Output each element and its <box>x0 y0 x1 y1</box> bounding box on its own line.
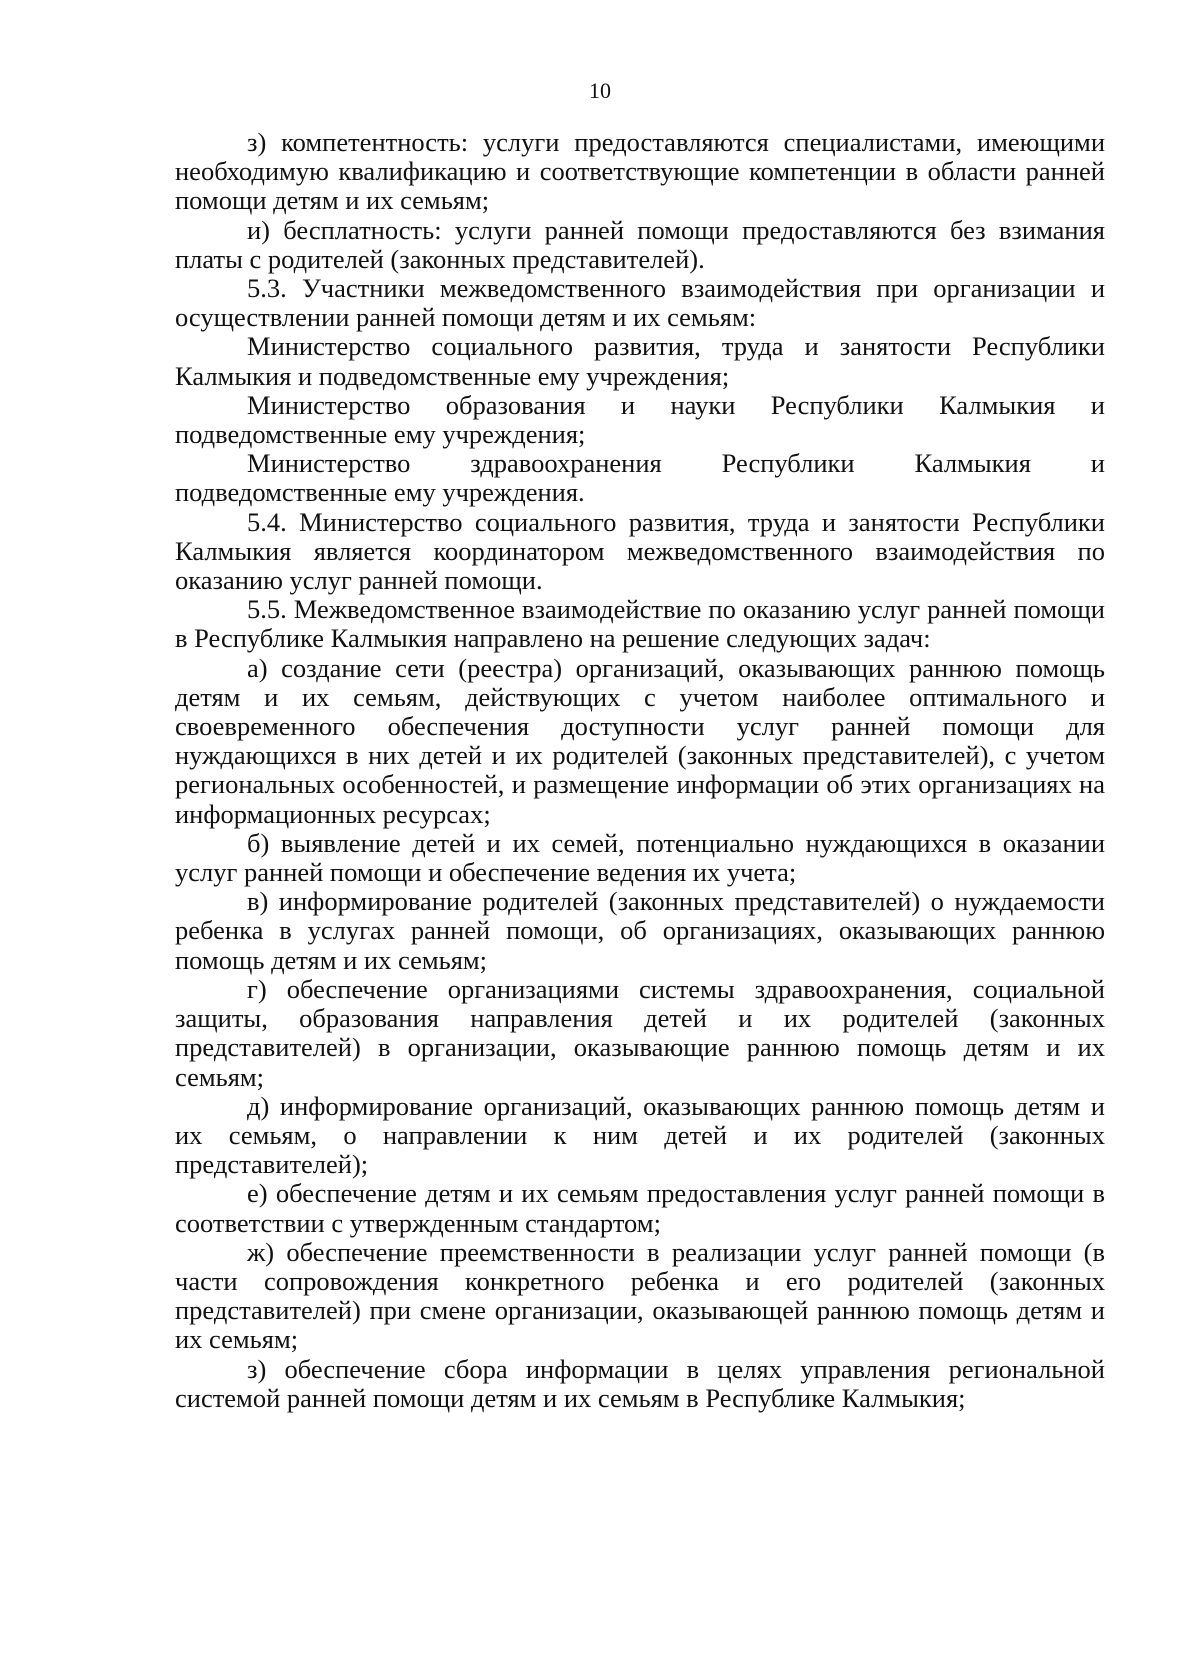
paragraph-task-g: г) обеспечение организациями системы здравоохранения, социальной защиты, образования направления детей и их родителей (законных представителей) в организации, оказывающие раннюю помощь детям и их семьям; <box>175 973 1105 1092</box>
paragraph-task-e: е) обеспечение детям и их семьям предоставления услуг ранней помощи в соответствии с утвержденным стандартом; <box>175 1178 1105 1238</box>
paragraph-5-5: 5.5. Межведомственное взаимодействие по оказанию услуг ранней помощи в Республике Калмыкия направлено на решение следующих задач: <box>175 594 1105 654</box>
paragraph-ministry-education: Министерство образования и науки Республики Калмыкия и подведомственные ему учреждения; <box>175 389 1105 450</box>
paragraph-ministry-social: Министерство социального развития, труда и занятости Республики Калмыкия и подведомственные ему учреждения; <box>175 331 1105 391</box>
paragraph-5-4: 5.4. Министерство социального развития, труда и занятости Республики Калмыкия является координатором межведомственного взаимодействия по оказанию услуг ранней помощи. <box>175 506 1105 596</box>
document-body <box>175 128 1105 1413</box>
paragraph-task-b: б) выявление детей и их семей, потенциально нуждающихся в оказании услуг ранней помощи и обеспечение ведения их учета; <box>175 827 1105 888</box>
paragraph-task-v: в) информирование родителей (законных представителей) о нуждаемости ребенка в услугах ранней помощи, об организациях, оказывающих раннюю помощь детям и их семьям; <box>175 886 1105 975</box>
paragraph-task-z: з) обеспечение сбора информации в целях управления региональной системой ранней помощи детям и их семьям в Республике Калмыкия; <box>175 1353 1105 1413</box>
paragraph-free-of-charge: и) бесплатность: услуги ранней помощи предоставляются без взимания платы с родителей (законных представителей). <box>175 214 1105 274</box>
paragraph-ministry-health: Министерство здравоохранения Республики Калмыкия и подведомственные ему учреждения. <box>175 448 1105 508</box>
paragraph-competence: з) компетентность: услуги предоставляются специалистами, имеющими необходимую квалификацию и соответствующие компетенции в области ранней помощи детям и их семьям; <box>175 127 1105 216</box>
paragraph-task-zh: ж) обеспечение преемственности в реализации услуг ранней помощи (в части сопровождения конкретного ребенка и его родителей (законных представителей) при смене организации, оказывающей раннюю помощь детям и их семьям; <box>175 1236 1105 1355</box>
paragraph-task-a: а) создание сети (реестра) организаций, оказывающих раннюю помощь детям и их семьям, действующих с учетом наиболее оптимального и своевременного обеспечения доступности услуг ранней помощи для нуждающихся в них детей и их родителей (законных представителей), с учетом региональных особенностей, и размещение информации об этих организациях на информационных ресурсах; <box>175 652 1105 829</box>
page-number: 10 <box>589 78 611 103</box>
paragraph-task-d: д) информирование организаций, оказывающих раннюю помощь детям и их семьям, о направлении к ним детей и их родителей (законных представителей); <box>175 1090 1105 1180</box>
paragraph-5-3: 5.3. Участники межведомственного взаимодействия при организации и осуществлении ранней помощи детям и их семьям: <box>175 273 1105 333</box>
